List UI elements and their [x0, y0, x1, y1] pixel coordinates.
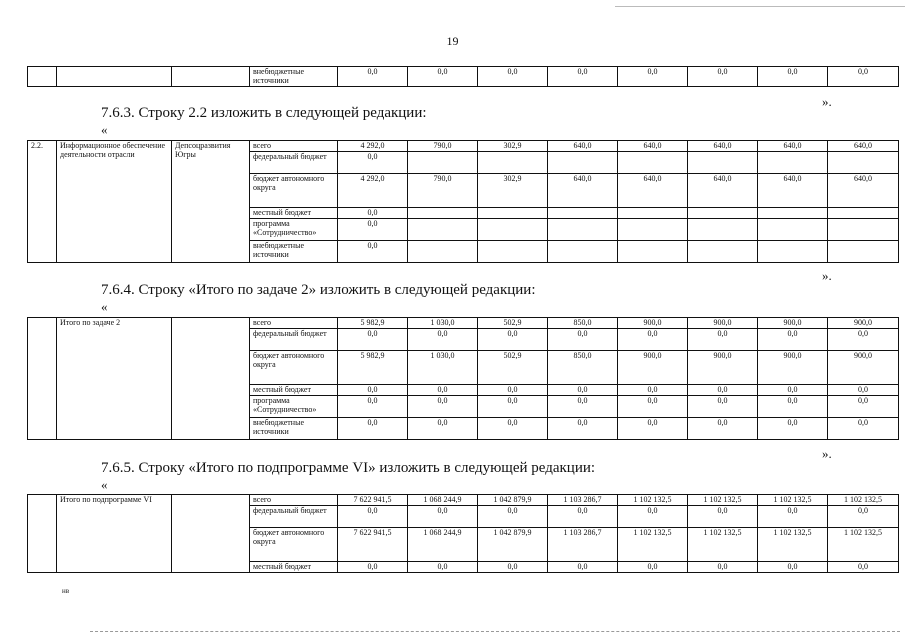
- value-cell: 0,0: [618, 329, 688, 351]
- value-cell: 0,0: [828, 418, 899, 440]
- table-row: [28, 141, 899, 152]
- value-cell: 0,0: [478, 385, 548, 396]
- row-name-cell: Информационное обеспечение деятельности отрасли: [57, 141, 172, 263]
- value-cell: 0,0: [408, 329, 478, 351]
- value-cell: [828, 208, 899, 219]
- value-cell: 1 042 879,9: [478, 495, 548, 506]
- value-cell: 0,0: [548, 418, 618, 440]
- value-cell: 1 102 132,5: [828, 528, 899, 562]
- value-cell: [408, 219, 478, 241]
- value-cell: [828, 152, 899, 174]
- table-total-task-2: [27, 317, 899, 440]
- executor-cell: [172, 318, 250, 440]
- value-cell: 900,0: [688, 318, 758, 329]
- value-cell: 1 102 132,5: [828, 495, 899, 506]
- value-cell: [618, 208, 688, 219]
- value-cell: 0,0: [478, 562, 548, 573]
- value-cell: [828, 241, 899, 263]
- source-cell: бюджет автономного округа: [250, 351, 338, 385]
- executor-cell: Депсоцразвития Югры: [172, 141, 250, 263]
- value-cell: 5 982,9: [338, 318, 408, 329]
- value-cell: 640,0: [548, 141, 618, 152]
- value-cell: [478, 219, 548, 241]
- value-cell: 0,0: [758, 329, 828, 351]
- value-cell: [758, 241, 828, 263]
- value-cell: [408, 152, 478, 174]
- value-cell: [548, 219, 618, 241]
- opening-quote: «: [101, 122, 108, 137]
- value-cell: 302,9: [478, 141, 548, 152]
- table-row: [28, 67, 899, 87]
- row-number-cell: [28, 495, 57, 573]
- value-cell: 0,0: [408, 67, 478, 87]
- source-cell: бюджет автономного округа: [250, 528, 338, 562]
- value-cell: 1 042 879,9: [478, 528, 548, 562]
- value-cell: 0,0: [548, 506, 618, 528]
- value-cell: 640,0: [618, 141, 688, 152]
- value-cell: 0,0: [758, 418, 828, 440]
- value-cell: 0,0: [758, 396, 828, 418]
- section-heading: 7.6.4. Строку «Итого по задаче 2» изложить в следующей редакции:: [101, 282, 536, 298]
- section-heading: 7.6.5. Строку «Итого по подпрограмме VI» изложить в следующей редакции:: [101, 460, 596, 476]
- table-total-subprogram-vi: [27, 494, 899, 573]
- value-cell: [618, 219, 688, 241]
- executor-cell: [172, 67, 250, 87]
- value-cell: 0,0: [478, 329, 548, 351]
- value-cell: [548, 208, 618, 219]
- value-cell: 4 292,0: [338, 174, 408, 208]
- value-cell: [618, 241, 688, 263]
- value-cell: [688, 219, 758, 241]
- value-cell: 0,0: [688, 396, 758, 418]
- row-number-cell: [28, 318, 57, 440]
- value-cell: 7 622 941,5: [338, 495, 408, 506]
- source-cell: программа «Сотрудничество»: [250, 396, 338, 418]
- value-cell: 4 292,0: [338, 141, 408, 152]
- table-row-2-2: [27, 140, 899, 263]
- row-number-cell: 2.2.: [28, 141, 57, 263]
- value-cell: 900,0: [828, 351, 899, 385]
- closing-quote: ».: [822, 268, 832, 283]
- value-cell: 0,0: [688, 418, 758, 440]
- value-cell: [688, 241, 758, 263]
- value-cell: 900,0: [758, 318, 828, 329]
- row-number-cell: [28, 67, 57, 87]
- value-cell: 640,0: [688, 141, 758, 152]
- value-cell: 0,0: [478, 67, 548, 87]
- value-cell: [408, 208, 478, 219]
- table-row: [28, 495, 899, 506]
- value-cell: 1 102 132,5: [758, 495, 828, 506]
- value-cell: 640,0: [548, 174, 618, 208]
- value-cell: 900,0: [688, 351, 758, 385]
- value-cell: [618, 152, 688, 174]
- top-scan-rule: [615, 6, 905, 7]
- value-cell: 0,0: [338, 329, 408, 351]
- value-cell: 0,0: [408, 396, 478, 418]
- value-cell: 0,0: [548, 329, 618, 351]
- value-cell: 0,0: [688, 562, 758, 573]
- continuation-table: [27, 66, 899, 87]
- value-cell: 0,0: [618, 506, 688, 528]
- value-cell: [548, 241, 618, 263]
- source-cell: местный бюджет: [250, 562, 338, 573]
- value-cell: 0,0: [408, 506, 478, 528]
- value-cell: 1 102 132,5: [688, 528, 758, 562]
- source-cell: внебюджетные источники: [250, 241, 338, 263]
- value-cell: 0,0: [548, 562, 618, 573]
- value-cell: 0,0: [618, 418, 688, 440]
- footnote-initials: нв: [62, 587, 70, 595]
- value-cell: 1 068 244,9: [408, 495, 478, 506]
- value-cell: [548, 152, 618, 174]
- value-cell: 0,0: [828, 67, 899, 87]
- value-cell: 0,0: [758, 506, 828, 528]
- value-cell: 0,0: [758, 385, 828, 396]
- value-cell: [758, 208, 828, 219]
- source-cell: местный бюджет: [250, 208, 338, 219]
- value-cell: [758, 152, 828, 174]
- source-cell: внебюджетные источники: [250, 418, 338, 440]
- value-cell: 0,0: [338, 562, 408, 573]
- value-cell: 1 030,0: [408, 318, 478, 329]
- row-name-cell: Итого по задаче 2: [57, 318, 172, 440]
- source-cell: федеральный бюджет: [250, 506, 338, 528]
- value-cell: 850,0: [548, 351, 618, 385]
- value-cell: 502,9: [478, 351, 548, 385]
- value-cell: [828, 219, 899, 241]
- value-cell: 0,0: [548, 396, 618, 418]
- value-cell: 0,0: [618, 562, 688, 573]
- opening-quote: «: [101, 477, 108, 492]
- value-cell: 640,0: [618, 174, 688, 208]
- value-cell: 0,0: [618, 385, 688, 396]
- source-cell: всего: [250, 495, 338, 506]
- value-cell: 0,0: [338, 67, 408, 87]
- value-cell: 0,0: [338, 396, 408, 418]
- value-cell: [478, 241, 548, 263]
- value-cell: 1 103 286,7: [548, 495, 618, 506]
- value-cell: 0,0: [338, 208, 408, 219]
- value-cell: 0,0: [478, 396, 548, 418]
- value-cell: 0,0: [828, 506, 899, 528]
- value-cell: 0,0: [408, 418, 478, 440]
- source-cell: программа «Сотрудничество»: [250, 219, 338, 241]
- value-cell: 0,0: [338, 219, 408, 241]
- closing-quote: ».: [822, 446, 832, 461]
- source-cell: местный бюджет: [250, 385, 338, 396]
- value-cell: 850,0: [548, 318, 618, 329]
- value-cell: 0,0: [548, 385, 618, 396]
- closing-quote: ».: [822, 94, 832, 109]
- value-cell: 0,0: [828, 385, 899, 396]
- value-cell: 1 103 286,7: [548, 528, 618, 562]
- value-cell: 1 102 132,5: [688, 495, 758, 506]
- value-cell: [688, 208, 758, 219]
- value-cell: 790,0: [408, 141, 478, 152]
- value-cell: 640,0: [758, 174, 828, 208]
- value-cell: 0,0: [688, 329, 758, 351]
- bottom-scan-rule: [90, 631, 900, 632]
- value-cell: 302,9: [478, 174, 548, 208]
- row-name-cell: Итого по подпрограмме VI: [57, 495, 172, 573]
- value-cell: 0,0: [758, 562, 828, 573]
- opening-quote: «: [101, 299, 108, 314]
- value-cell: 0,0: [408, 562, 478, 573]
- page-number: 19: [446, 34, 459, 48]
- source-cell: федеральный бюджет: [250, 329, 338, 351]
- value-cell: [408, 241, 478, 263]
- value-cell: 640,0: [758, 141, 828, 152]
- value-cell: 0,0: [688, 506, 758, 528]
- value-cell: 640,0: [828, 174, 899, 208]
- value-cell: 0,0: [478, 506, 548, 528]
- value-cell: 790,0: [408, 174, 478, 208]
- value-cell: [478, 152, 548, 174]
- value-cell: 1 102 132,5: [618, 495, 688, 506]
- value-cell: 1 102 132,5: [618, 528, 688, 562]
- value-cell: 1 030,0: [408, 351, 478, 385]
- row-name-cell: [57, 67, 172, 87]
- value-cell: 640,0: [828, 141, 899, 152]
- value-cell: 1 068 244,9: [408, 528, 478, 562]
- source-cell: бюджет автономного округа: [250, 174, 338, 208]
- value-cell: 0,0: [828, 329, 899, 351]
- value-cell: 0,0: [338, 385, 408, 396]
- table-row: [28, 318, 899, 329]
- value-cell: [758, 219, 828, 241]
- value-cell: 0,0: [548, 67, 618, 87]
- value-cell: 0,0: [758, 67, 828, 87]
- value-cell: 0,0: [338, 506, 408, 528]
- source-cell: всего: [250, 141, 338, 152]
- value-cell: 0,0: [338, 241, 408, 263]
- section-heading: 7.6.3. Строку 2.2 изложить в следующей редакции:: [101, 105, 427, 121]
- value-cell: 0,0: [688, 67, 758, 87]
- value-cell: 0,0: [618, 67, 688, 87]
- executor-cell: [172, 495, 250, 573]
- value-cell: [688, 152, 758, 174]
- value-cell: 900,0: [828, 318, 899, 329]
- value-cell: 0,0: [688, 385, 758, 396]
- value-cell: 900,0: [618, 318, 688, 329]
- value-cell: 0,0: [408, 385, 478, 396]
- value-cell: 0,0: [338, 418, 408, 440]
- value-cell: [478, 208, 548, 219]
- source-cell: всего: [250, 318, 338, 329]
- value-cell: 502,9: [478, 318, 548, 329]
- value-cell: 640,0: [688, 174, 758, 208]
- source-cell: федеральный бюджет: [250, 152, 338, 174]
- value-cell: 0,0: [338, 152, 408, 174]
- value-cell: 0,0: [478, 418, 548, 440]
- value-cell: 0,0: [618, 396, 688, 418]
- value-cell: 7 622 941,5: [338, 528, 408, 562]
- value-cell: 0,0: [828, 562, 899, 573]
- value-cell: 900,0: [758, 351, 828, 385]
- value-cell: 5 982,9: [338, 351, 408, 385]
- value-cell: 0,0: [828, 396, 899, 418]
- value-cell: 900,0: [618, 351, 688, 385]
- source-cell: внебюджетные источники: [250, 67, 338, 87]
- value-cell: 1 102 132,5: [758, 528, 828, 562]
